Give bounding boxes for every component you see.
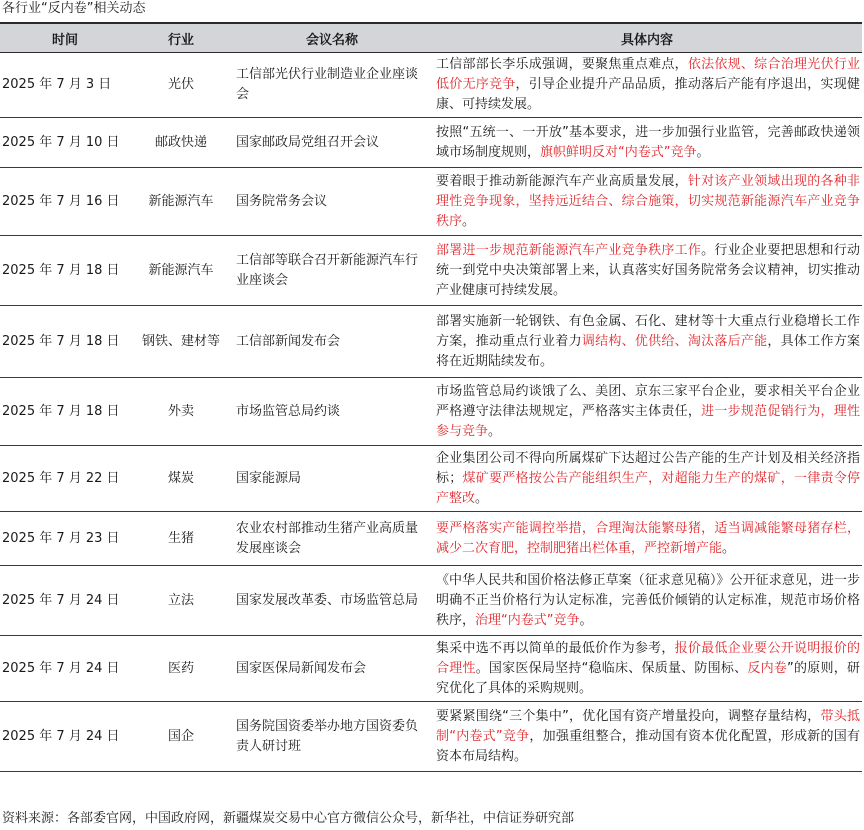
table-row [0,512,862,566]
content-highlight: 针对该产业领域出现的各种非理性竞争现象，坚持远近结合、综合施策，切实规范新能源汽车产业竞争秩序 [436,173,860,229]
content-text: 集采中选不再以简单的最低价作为参考， [436,640,675,656]
content-highlight: 部署进一步规范新能源汽车产业竞争秩序工作 [436,242,702,258]
content-highlight: 旗帜鲜明反对“内卷式”竞争 [540,144,697,160]
content-text: ，加强重组整合，推动国有资本优化配置，形成新的国有资本布局结构。 [436,728,860,764]
cell-meeting: 国家邮政局党组召开会议 [232,118,432,168]
cell-industry: 国企 [130,702,232,772]
cell-date: 2025 年 7 月 22 日 [0,446,130,512]
content-highlight: 调结构、优供给、淘汰落后产能 [581,333,768,349]
content-text: 。行业企业要把思想和行动统一到党中央决策部署上来，认真落实好国务院常务会议精神，切实推动产业健康可持续发展。 [436,242,860,298]
cell-content [432,636,862,702]
table-row [0,53,862,118]
content-text: ”的原则，研究优化了具体的采购规则。 [436,660,860,696]
table-header-row [0,23,862,53]
cell-date: 2025 年 7 月 16 日 [0,168,130,236]
table-row [0,702,862,772]
header-time: 时间 [0,23,130,53]
cell-meeting: 国家医保局新闻发布会 [232,636,432,702]
content-highlight: 进一步规范促销行为，理性参与竞争 [436,403,860,439]
header-content: 具体内容 [432,23,862,53]
table-row [0,446,862,512]
content-text: 。 [696,144,710,160]
content-text: 工信部部长李乐成强调，要聚焦重点难点， [436,57,688,72]
cell-meeting: 国务院国资委举办地方国资委负责人研讨班 [232,702,432,772]
cell-content [432,236,862,306]
cell-content [432,446,862,512]
cell-industry: 邮政快递 [130,118,232,168]
cell-date: 2025 年 7 月 3 日 [0,53,130,118]
cell-industry: 新能源汽车 [130,236,232,306]
content-highlight: 依法依规、综合治理光伏行业低价无序竞争 [436,57,860,92]
cell-meeting: 市场监管总局约谈 [232,378,432,446]
cell-date: 2025 年 7 月 24 日 [0,566,130,636]
policy-table [0,22,862,772]
content-highlight: 报价最低企业要公开说明报价的合理性 [436,640,860,676]
cell-content [432,702,862,772]
header-meeting: 会议名称 [232,23,432,53]
cell-industry: 煤炭 [130,446,232,512]
cell-meeting: 国家能源局 [232,446,432,512]
table-row [0,636,862,702]
cell-date: 2025 年 7 月 23 日 [0,512,130,566]
content-text: 市场监管总局约谈饿了么、美团、京东三家平台企业，要求相关平台企业严格遵守法律法规规定，严格落实主体责任， [436,383,860,419]
content-highlight: 带头抵制“内卷式”竞争 [436,708,860,744]
table-row [0,378,862,446]
content-text: 。 [722,540,736,556]
content-text: 。 [488,423,502,439]
content-highlight: 反内卷 [747,660,788,676]
table-row [0,168,862,236]
cell-date: 2025 年 7 月 18 日 [0,236,130,306]
cell-industry: 外卖 [130,378,232,446]
cell-meeting: 国家发展改革委、市场监管总局 [232,566,432,636]
cell-industry: 钢铁、建材等 [130,306,232,378]
cell-content [432,53,862,118]
cell-date: 2025 年 7 月 24 日 [0,702,130,772]
cell-content [432,118,862,168]
content-text: ，引导企业提升产品品质，推动落后产能有序退出，实现健康、可持续发展。 [436,77,860,112]
cell-industry: 医药 [130,636,232,702]
cell-meeting: 工信部光伏行业制造业企业座谈会 [232,53,432,118]
cell-industry: 新能源汽车 [130,168,232,236]
header-industry: 行业 [130,23,232,53]
cell-meeting: 工信部等联合召开新能源汽车行业座谈会 [232,236,432,306]
table-row [0,306,862,378]
cell-content [432,512,862,566]
cell-date: 2025 年 7 月 24 日 [0,636,130,702]
table-row [0,566,862,636]
cell-industry: 光伏 [130,53,232,118]
content-text: 部署实施新一轮钢铁、有色金属、石化、建材等十大重点行业稳增长工作方案，推动重点行业着力 [436,313,860,349]
cell-content [432,378,862,446]
content-text: 。 [462,213,476,229]
source-note: 资料来源：各部委官网，中国政府网，新疆煤炭交易中心官方微信公众号，新华社，中信证券研究部 [2,811,575,826]
content-text: ，具体工作方案将在近期陆续发布。 [436,333,860,369]
cell-meeting: 国务院常务会议 [232,168,432,236]
content-highlight: 要严格落实产能调控举措，合理淘汰能繁母猪，适当调减能繁母猪存栏，减少二次育肥，控制肥猪出栏体重，严控新增产能 [436,520,860,556]
cell-date: 2025 年 7 月 18 日 [0,378,130,446]
content-text: 企业集团公司不得向所属煤矿下达超过公告产能的生产计划及相关经济指标； [436,450,860,486]
cell-content [432,306,862,378]
table-row [0,236,862,306]
cell-industry: 生猪 [130,512,232,566]
cell-date: 2025 年 7 月 10 日 [0,118,130,168]
cell-date: 2025 年 7 月 18 日 [0,306,130,378]
content-text: 要紧紧围绕“三个集中”，优化国有资产增量投向，调整存量结构， [436,708,821,724]
content-text: 按照“五统一、一开放”基本要求，进一步加强行业监管，完善邮政快递领域市场制度规则， [436,124,860,160]
table-row [0,118,862,168]
content-text: 《中华人民共和国价格法修正草案（征求意见稿）》公开征求意见，进一步明确不正当价格行为认定标准，完善低价倾销的认定标准，规范市场价格秩序， [436,572,860,628]
table-title: 各行业“反内卷”相关动态 [2,1,146,16]
content-text: 要着眼于推动新能源汽车产业高质量发展， [436,173,688,189]
cell-meeting: 工信部新闻发布会 [232,306,432,378]
cell-content [432,168,862,236]
content-text: 。国家医保局坚持“稳临床、保质量、防围标、 [475,660,748,676]
cell-industry: 立法 [130,566,232,636]
content-text: 。 [475,490,489,506]
cell-content [432,566,862,636]
content-highlight: 治理“内卷式”竞争 [475,612,580,628]
content-text: 。 [579,612,593,628]
content-highlight: 煤矿要严格按公告产能组织生产，对超能力生产的煤矿，一律责令停产整改 [436,470,860,506]
cell-meeting: 农业农村部推动生猪产业高质量发展座谈会 [232,512,432,566]
